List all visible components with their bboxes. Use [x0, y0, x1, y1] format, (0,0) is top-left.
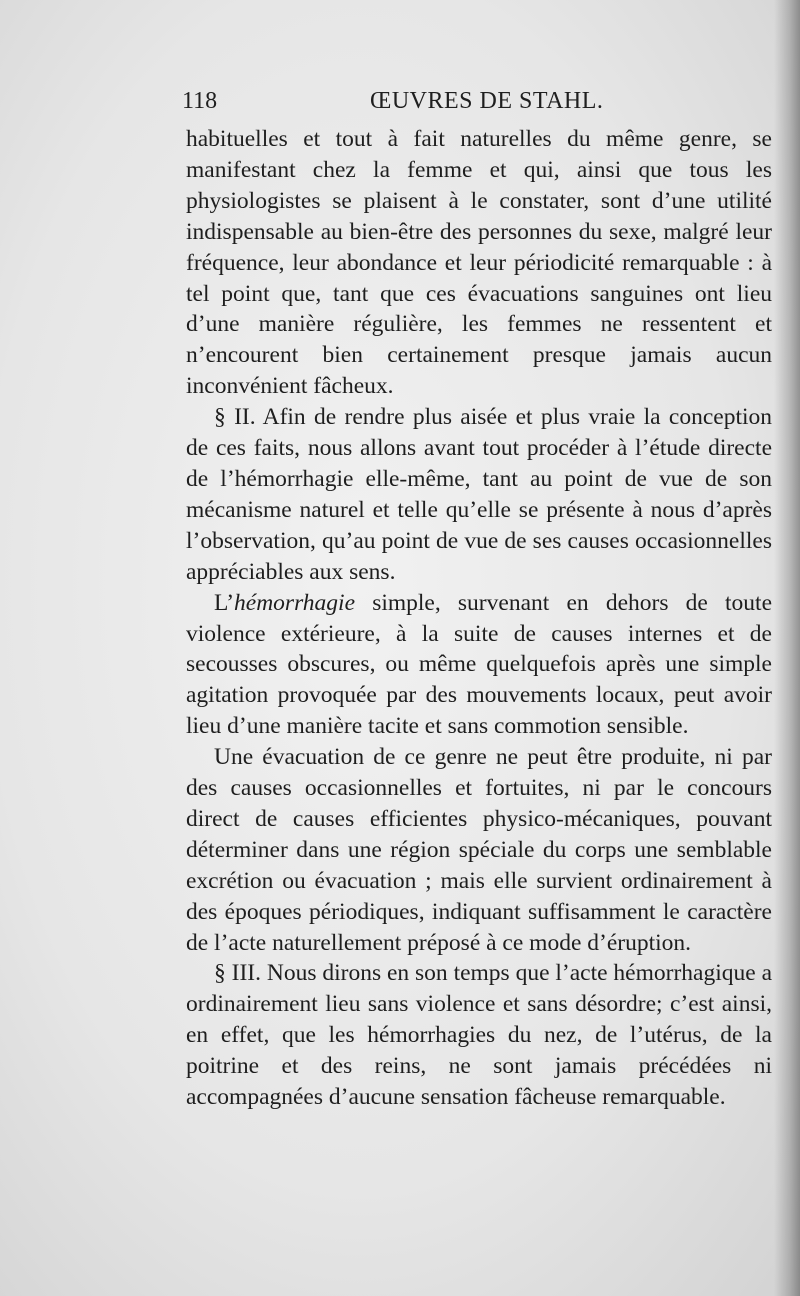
paragraph-section-3: § III. Nous dirons en son temps que l’acte hémorrhagique a ordinairement lieu sans violence et sans désordre; c’est ainsi, en effet, que les hémorrhagies du nez, de l’utérus, de la poitrine et des reins, ne sont jamais précédées ni accompagnées d’aucune sensation fâcheuse remarquable. [186, 960, 772, 1111]
paragraph-continuation: habituelles et tout à fait naturelles du même genre, se manifestant chez la femme et qui, ainsi que tous les physiologistes se plaisent à le constater, sont d’une utilité indispensable au bien-être des personnes du sexe, malgré leur fréquence, leur abondance et leur périodicité remarquable : à tel point que, tant que ces évacuations sanguines ont lieu d’une manière régulière, les femmes ne ressentent et n’encourent bien certainement presque jamais aucun inconvénient fâcheux. [186, 126, 772, 400]
paragraph-prefix: L’ [214, 589, 235, 616]
paragraph-rest: simple, survenant en dehors de toute violence extérieure, à la suite de causes internes et de secousses obscures, ou même quelquefois après une simple agitation provoquée par des mouvements locaux, peut avoir lieu d’une manière tacite et sans commotion sensible. [186, 589, 772, 740]
paragraph-section-2: § II. Afin de rendre plus aisée et plus vraie la conception de ces faits, nous allons avant tout procéder à l’étude directe de l’hémorrhagie elle-même, tant au point de vue de son mécanisme naturel et telle qu’elle se présente à nous d’après l’observation, qu’au point de vue de ses causes occasionnelles appréciables aux sens. [186, 404, 772, 585]
paragraph-hemorrhagie [186, 588, 772, 743]
running-head [182, 84, 782, 118]
page-edge-shadow [774, 0, 800, 1296]
italic-term: hémorrhagie [234, 589, 356, 616]
body-text [186, 124, 772, 1113]
paragraph-evacuation: Une évacuation de ce genre ne peut être produite, ni par des causes occasionnelles et fortuites, ni par le concours direct de causes efficientes physico-mécaniques, pouvant déterminer dans une région spéciale du corps une semblable excrétion ou évacuation ; mais elle survient ordinairement à des époques périodiques, indiquant suffisamment le caractère de l’acte naturellement préposé à ce mode d’éruption. [186, 744, 772, 956]
running-title: ŒUVRES DE STAHL. [370, 88, 604, 114]
page-number: 118 [182, 88, 218, 114]
